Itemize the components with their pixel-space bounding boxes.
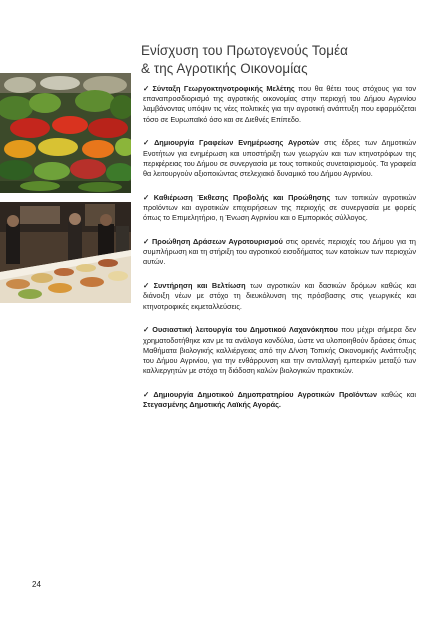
- paragraph-heading: Δημιουργία Γραφείων Ενημέρωσης Αγροτών: [154, 138, 320, 148]
- paragraph-heading: Δημιουργία Δημοτικού Δημοπρατηρίου Αγροτικών Προϊόντων: [153, 390, 378, 400]
- paragraph-heading: Καθιέρωση Έκθεσης Προβολής και Προώθησης: [153, 192, 331, 202]
- paragraph-text: που θα θέτει τους στόχους για τον επαναπροσδιορισμό της αγροτικής οικονομίας στην περιοχή του Δήμου Αγρινίου λαμβάνοντας υπόψιν τις νέες πολιτικές για την αγροτική ανάπτυξη που εφαρμόζεται τόσο σε Ευρωπαϊκό όσο και σε Διεθνές Επίπεδο.: [143, 84, 416, 124]
- paragraph-municipal-garden: [143, 325, 416, 376]
- paragraph-heading: Σύνταξη Γεωργοκτηνοτροφικής Μελέτης: [152, 84, 295, 93]
- checkmark-icon: ✓: [143, 325, 151, 335]
- exhibition-event-photo: [0, 202, 131, 303]
- paragraph-text: των τοπικών αγροτικών προϊόντων και αγροτικών επιχειρήσεων της περιοχής σε συνεργασία με φορείς όπως το Επιμελητήριο, η Ένωση Αγρινίου και ο Εμπορικός σύλλογος.: [143, 192, 416, 223]
- paragraph-text: στις έδρες των Δημοτικών Ενοτήτων για ενημέρωση και υποστήριξη των γεωργών και των κτηνοτρόφων της περιφέρειας του Δήμου σε συνεργασία με τους τοπικούς συνεταιρισμούς. Τα γραφεία θα λειτουργούν αξιοποιώντας στελεχιακό δυναμικό του Δήμου Αγρινίου.: [143, 138, 416, 179]
- paragraph-agrotourism: [143, 237, 416, 268]
- checkmark-icon: ✓: [143, 237, 151, 247]
- checkmark-icon: ✓: [143, 84, 151, 93]
- paragraph-heading-2: Στεγασμένης Δημοτικής Λαϊκής Αγοράς.: [143, 400, 281, 410]
- paragraph-text: που μέχρι σήμερα δεν χρηματοδοτήθηκε καν με τα ανάλογα κονδύλια, ώστε να υλοποιηθούν δράσεις όπως Μαθήματα βιολογικής καλλιέργειας από την Δ/νση Τοπικής Οικονομικής Ανάπτυξης του Δήμου Αγρινίου, για την ενθάρρυνση και την ανταλλαγή εμπειριών μεταξύ των καλλιεργητών με στόχο τη διάδοση καλών βιολογικών πρακτικών.: [143, 325, 416, 376]
- paragraph-road-maintenance: [143, 281, 416, 312]
- paragraph-heading: Συντήρηση και Βελτίωση: [153, 281, 246, 291]
- paragraph-text: των αγροτικών και δασικών δρόμων καθώς και διάνοιξη νέων με στόχο τη διευκόλυνση της πρόσβασης στις γεωργικές και κτηνοτροφικές εκμεταλλεύσεις.: [143, 281, 416, 311]
- checkmark-icon: ✓: [143, 281, 152, 291]
- paragraph-exhibition: [143, 193, 416, 224]
- vegetable-market-photo: [0, 73, 131, 193]
- title-line-2: & της Αγροτικής Οικονομίας: [141, 61, 308, 76]
- paragraph-agricultural-study: [143, 84, 416, 125]
- paragraph-farmer-offices: [143, 138, 416, 179]
- checkmark-icon: ✓: [143, 192, 152, 202]
- paragraph-heading: Ουσιαστική λειτουργία του Δημοτικού Λαχανόκηπου: [152, 325, 338, 335]
- page-number: 24: [32, 580, 41, 589]
- page-title: [141, 42, 426, 78]
- paragraph-auction-market: [143, 390, 416, 410]
- paragraph-heading: Προώθηση Δράσεων Αγροτουρισμού: [152, 237, 283, 247]
- title-line-1: Ενίσχυση του Πρωτογενούς Τομέα: [141, 43, 348, 58]
- paragraph-text: στις ορεινές περιοχές του Δήμου για τη συμπλήρωση και τη στήριξη του αγροτικού εισοδήματος των κατοίκων των περιοχών αυτών.: [143, 237, 416, 267]
- paragraph-text: καθώς και: [377, 390, 416, 400]
- content-column: [143, 84, 416, 424]
- checkmark-icon: ✓: [143, 138, 153, 148]
- checkmark-icon: ✓: [143, 390, 152, 400]
